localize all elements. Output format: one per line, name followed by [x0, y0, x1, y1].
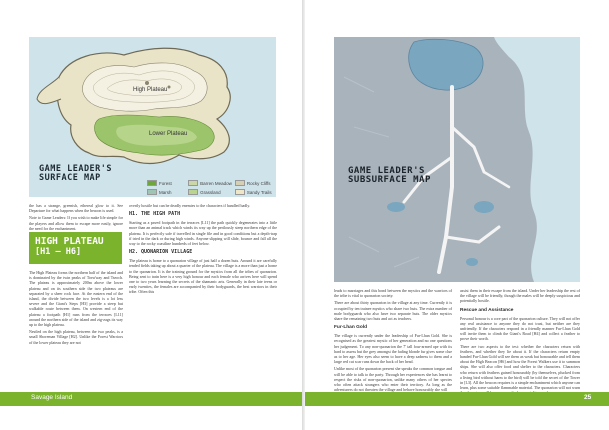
legend-label: Sandy Trails — [246, 189, 272, 195]
right-footer-bar — [305, 392, 609, 406]
body-paragraph: overtly hostile but can be deadly enemies to the characters if handled badly. — [129, 203, 251, 208]
body-paragraph: The High Plateau forms the northern half of the island and is dominated by the twin peaks of Toeu'way and Tseoch. The plateau is approximately 200m above the lower plateau and on its southern side the two plateaus are separated by a sheer rock face. At the eastern end of the island, the divide between the two levels is a lot less severe and the Giant's Steps [H3] provide a steep but walkable route between them. On western end of the plateau a footpath [H1] runs from the terraces [L11] around the northern side of the island and zig-zags its way up to the high plateau. — [29, 270, 123, 328]
legend-label: Marsh — [159, 189, 172, 195]
map-label-high-plateau: High Plateau — [133, 87, 168, 93]
barren-swatch — [188, 180, 198, 186]
map-legend — [147, 180, 273, 195]
surface-map-title-line2: SURFACE MAP — [39, 172, 101, 183]
surface-map-title-line1: GAME LEADER'S — [39, 164, 113, 174]
legend-item — [147, 189, 185, 195]
marsh-swatch — [147, 189, 157, 195]
high-plateau-heading — [29, 232, 122, 264]
body-paragraph: Unlike most of the quonarion present she speaks the common tongue and will be able to talk to the party. Through her experiences she has learnt to respect the risks of non-quonarion, unlike many others of her species who often attack strangers who enter their territory. As long as the adventurers do not threaten the village and behave honourably she will — [334, 366, 452, 393]
legend-label: Rocky Cliffs — [246, 180, 271, 186]
legend-item — [235, 180, 273, 186]
right-column-2 — [460, 288, 580, 398]
legend-item — [235, 189, 273, 195]
legend-label: Grassland — [200, 189, 221, 195]
legend-label: Forest — [159, 180, 172, 186]
body-paragraph: leads to marriages and this bond between the mystics and the warriors of the tribe is vital to quonarion society. — [334, 288, 452, 299]
heading-title: HIGH PLATEAU — [35, 236, 104, 247]
furlan-gold-heading: Fur-Lhan Gold — [334, 325, 368, 331]
legend-item — [188, 180, 232, 186]
rocky-swatch — [235, 180, 245, 186]
surface-map — [29, 37, 276, 197]
body-paragraph: assist them in their escape from the island. Under her leadership the rest of the village will be friendly, though the males will be deeply suspicious and potentially hostile. — [460, 288, 580, 304]
body-paragraph: Starting as a paved footpath in the terraces [L11] the path quickly degenerates into a little more than an animal track which winds its way up the perilously steep northern edge of the plateau. It is perfectly safe if travelled in single file and in good conditions but a depth-trap if tried in the dark or during high winds. Anyone slipping will slide, bounce and fall all the way to the rocky coastline hundreds of feet below. — [129, 220, 277, 247]
body-paragraph: There are about thirty quonarion in the village at any time. Currently it is occupied by ten trainee mystics who share two huts. The extra number of male bodyguards who also have two separate huts. The older mystics share the remaining two huts and act as teachers. — [334, 300, 452, 322]
intro-paragraph: Note to Game Leaders: If you wish to make life simple for the players and allow them to escape more easily, ignore the need for the enchantment. — [29, 215, 123, 231]
intro-paragraph: the has a strange, greenish, ethereal glow to it. See Departure for what happens when the beacon is used. — [29, 203, 123, 214]
legend-item — [147, 180, 185, 186]
subsurface-map-graphic — [334, 37, 580, 282]
body-paragraph: The village is currently under the leadership of Fur-Lhan Gold. She is recognised as the greatest mystic of her generation and no one questions her judgement. To any non-quonarion the 7' tall four-armed ape with its hard to assess but the grey amongst the fading blonde fur gives some clue as to her age. Her eyes also seem to have a deep sadness to them and a large red cut scar runs down the back of her head. — [334, 333, 452, 365]
left-column-2 — [129, 203, 277, 297]
body-paragraph: Personal honour is a core part of the quonarion culture. They will not offer any real assistance to anyone they do not trust, but neither are they unfriendly. If the characters respond in a friendly manner Fur-Lhan Gold will invite them to climb the Giant's Road [H4] and collect a feather to prove their worth. — [460, 315, 580, 342]
left-intro-text — [29, 203, 123, 233]
subsurface-map-title-line2: SUBSURFACE MAP — [348, 175, 431, 186]
heading-range: [H1 – H6] — [35, 247, 82, 257]
subsurface-map-title — [348, 167, 431, 186]
h1-high-path-heading: H1. THE HIGH PATH — [129, 211, 181, 218]
left-footer-title: Savage Island — [31, 394, 73, 401]
page-number: 25 — [584, 394, 592, 401]
left-column-1 — [29, 270, 123, 347]
grassland-swatch — [188, 189, 198, 195]
legend-label: Barren Meadow — [200, 180, 232, 186]
body-paragraph: The plateau is home to a quonarion village of just half a dozen huts. Around it are carefully tended fields taking up about a quarter of the plateau. The village is a more than just a home to the quonarion. It is the training ground for the mystics from all the tribes of quonarion. Being sent to train here is a very high honour and each female who arrives here will spend one to two years learning the secrets of the shamanic arts. Generally in their late teens or early twenties, the females are accompanied by their bodyguards, the best warriors in their tribe. Often this — [129, 258, 277, 295]
body-paragraph: There are two aspects to the test: whether the characters return with feathers, and whether they lie about it. If the characters return empty handed Fur-Lhan Gold will see them as weak but honourable and tell them about the High Beacon [H6] and how the Forest Walkers use it to summon ships. She will also offer food and shelter to the characters. Characters who return with feathers gained honourably (by themselves, plucked from a living bird without harm to the bird) will be told the secret of the Tower in [L3]. All the beacon requires is a simple enchantment which anyone can learn, plus some suitable flammable material. The quonarion will not warn — [460, 343, 580, 391]
sandy-swatch — [235, 189, 245, 195]
map-label-lower-plateau: Lower Plateau — [149, 131, 188, 137]
surface-map-title — [39, 165, 112, 183]
subsurface-map — [334, 37, 580, 282]
legend-item — [188, 189, 232, 195]
rescue-assistance-heading: Rescue and Assistance — [460, 307, 514, 313]
right-column-1 — [334, 288, 452, 394]
forest-swatch — [147, 180, 157, 186]
subsurface-map-title-line1: GAME LEADER'S — [348, 166, 425, 176]
h2-quonarion-village-heading: H2. QUONARION VILLAGE — [129, 249, 193, 256]
body-paragraph: Nestled on the high plateau, between the two peaks, is a small Shoreman Village [H2]. Unlike the Forest Warriors of the lower plateau they are not — [29, 329, 123, 345]
